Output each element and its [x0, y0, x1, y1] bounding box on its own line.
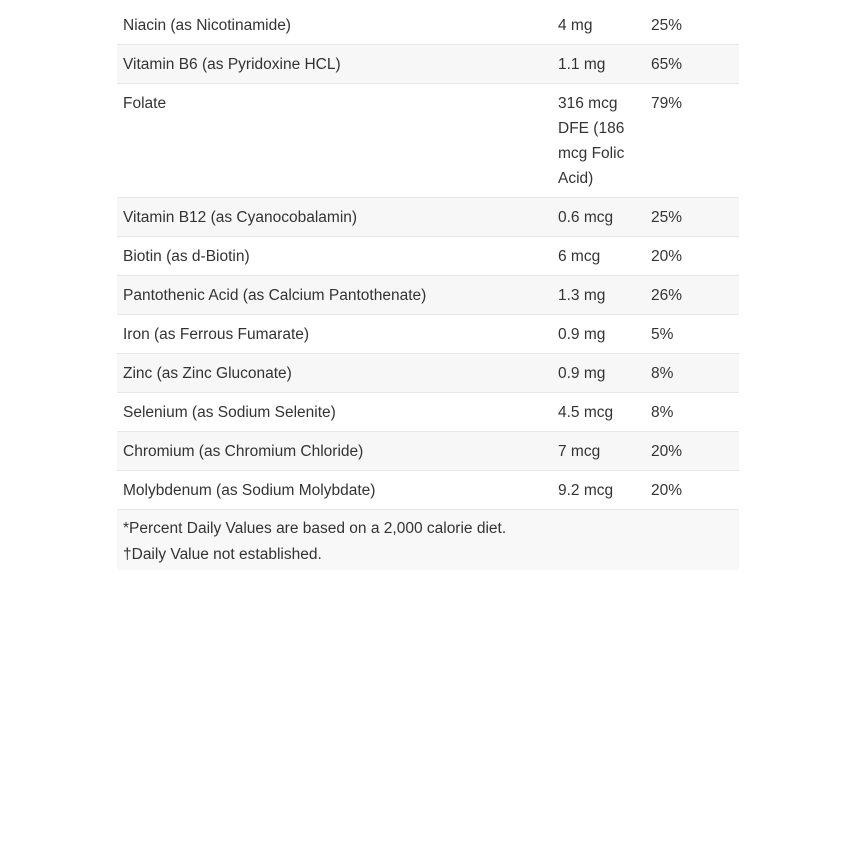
table-row	[117, 198, 739, 237]
nutrient-daily-value: 25%	[645, 198, 739, 237]
nutrient-amount: 9.2 mcg	[551, 471, 645, 510]
footnote-percent-daily-values: *Percent Daily Values are based on a 2,000 calorie diet.	[123, 520, 507, 537]
nutrient-amount: 316 mcg DFE (186 mcg Folic Acid)	[551, 84, 645, 198]
nutrient-amount: 0.9 mg	[551, 354, 645, 393]
nutrient-name: Biotin (as d-Biotin)	[117, 237, 551, 276]
table-row	[117, 471, 739, 510]
footnotes	[117, 510, 739, 570]
nutrient-amount: 7 mcg	[551, 432, 645, 471]
nutrient-amount: 6 mcg	[551, 237, 645, 276]
nutrient-amount: 0.9 mg	[551, 315, 645, 354]
table-row	[117, 237, 739, 276]
nutrient-name: Pantothenic Acid (as Calcium Pantothenate)	[117, 276, 551, 315]
nutrient-daily-value: 65%	[645, 45, 739, 84]
nutrient-name: Vitamin B12 (as Cyanocobalamin)	[117, 198, 551, 237]
table-row	[117, 393, 739, 432]
table-row	[117, 84, 739, 198]
nutrient-name: Niacin (as Nicotinamide)	[117, 6, 551, 45]
nutrient-daily-value: 8%	[645, 354, 739, 393]
nutrient-daily-value: 26%	[645, 276, 739, 315]
nutrient-daily-value: 20%	[645, 471, 739, 510]
nutrient-amount: 0.6 mcg	[551, 198, 645, 237]
nutrient-name: Vitamin B6 (as Pyridoxine HCL)	[117, 45, 551, 84]
nutrient-amount: 1.1 mg	[551, 45, 645, 84]
supplement-facts-body	[117, 6, 739, 510]
table-row	[117, 6, 739, 45]
nutrient-amount: 4.5 mcg	[551, 393, 645, 432]
table-row	[117, 276, 739, 315]
table-row	[117, 354, 739, 393]
nutrient-daily-value: 25%	[645, 6, 739, 45]
nutrient-daily-value: 79%	[645, 84, 739, 198]
nutrient-amount: 1.3 mg	[551, 276, 645, 315]
nutrient-name: Molybdenum (as Sodium Molybdate)	[117, 471, 551, 510]
nutrient-name: Zinc (as Zinc Gluconate)	[117, 354, 551, 393]
nutrient-daily-value: 8%	[645, 393, 739, 432]
supplement-facts-table	[117, 6, 739, 510]
nutrient-daily-value: 20%	[645, 432, 739, 471]
nutrient-name: Iron (as Ferrous Fumarate)	[117, 315, 551, 354]
nutrient-name: Chromium (as Chromium Chloride)	[117, 432, 551, 471]
table-row	[117, 45, 739, 84]
supplement-facts-panel	[117, 6, 739, 570]
nutrient-name: Folate	[117, 84, 551, 198]
table-row	[117, 432, 739, 471]
nutrient-amount: 4 mg	[551, 6, 645, 45]
nutrient-daily-value: 5%	[645, 315, 739, 354]
footnote-daily-value-not-established: †Daily Value not established.	[123, 546, 322, 563]
nutrient-daily-value: 20%	[645, 237, 739, 276]
table-row	[117, 315, 739, 354]
nutrient-name: Selenium (as Sodium Selenite)	[117, 393, 551, 432]
